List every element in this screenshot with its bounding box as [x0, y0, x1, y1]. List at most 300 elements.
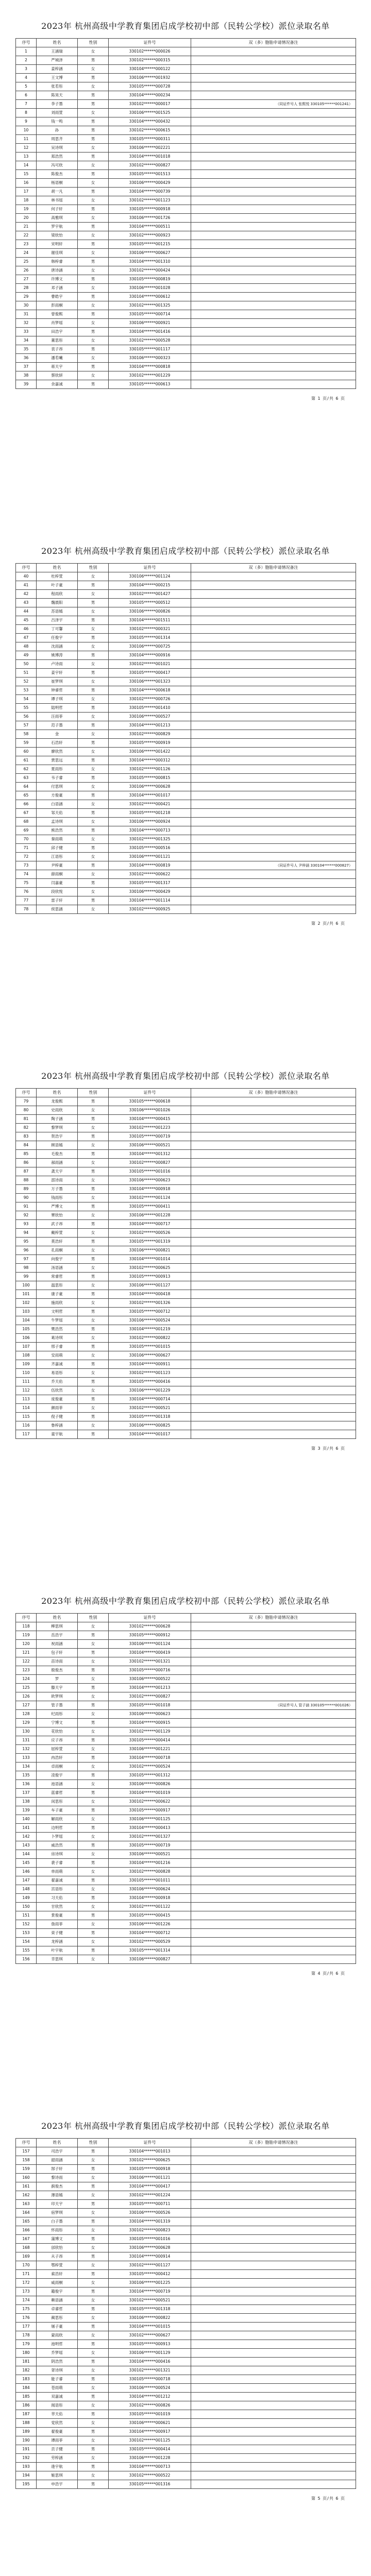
cell-seq: 74	[16, 870, 37, 879]
table-row	[16, 1386, 356, 1395]
cell-seq: 188	[16, 2419, 37, 2428]
cell-name: 余嘉诚	[37, 380, 78, 389]
cell-gender: 女	[78, 1421, 109, 1430]
cell-remark	[191, 870, 356, 879]
cell-name: 裴子睿	[37, 1859, 78, 1868]
table-row	[16, 1771, 356, 1780]
table-row	[16, 1299, 356, 1308]
cell-seq: 79	[16, 1097, 37, 1106]
cell-seq: 8	[16, 109, 37, 117]
cell-seq: 159	[16, 2165, 37, 2174]
cell-id: 330106******000624	[109, 1885, 191, 1894]
cell-gender: 男	[78, 1360, 109, 1369]
cell-seq: 92	[16, 1211, 37, 1220]
cell-id: 330104******000914	[109, 2252, 191, 2261]
cell-name: 闫嘉豪	[37, 879, 78, 888]
cell-seq: 1	[16, 47, 37, 56]
table-row	[16, 380, 356, 389]
table-row	[16, 223, 356, 231]
cell-remark	[191, 844, 356, 853]
table-row	[16, 1395, 356, 1404]
cell-remark	[191, 704, 356, 713]
cell-gender: 男	[78, 2200, 109, 2209]
cell-remark	[191, 1631, 356, 1640]
cell-remark	[191, 266, 356, 275]
cell-seq: 42	[16, 590, 37, 599]
cell-seq: 167	[16, 2235, 37, 2244]
table-row	[16, 1929, 356, 1938]
cell-name: 薄语嫣	[37, 2191, 78, 2200]
cell-id: 330106******000524	[109, 1316, 191, 1325]
cell-seq: 77	[16, 896, 37, 905]
cell-remark	[191, 2436, 356, 2445]
cell-name: 王涵瑞	[37, 47, 78, 56]
cell-gender: 女	[78, 1211, 109, 1220]
cell-remark	[191, 2366, 356, 2375]
cell-remark	[191, 2252, 356, 2261]
cell-gender: 女	[78, 1141, 109, 1150]
table-row	[16, 660, 356, 669]
table-row	[16, 1745, 356, 1754]
table-row	[16, 1150, 356, 1159]
cell-gender: 男	[78, 293, 109, 301]
table-row	[16, 1920, 356, 1929]
cell-gender: 男	[78, 1824, 109, 1833]
cell-id: 330106******000527	[109, 713, 191, 721]
table-row	[16, 1903, 356, 1911]
cell-id: 330106******001026	[109, 1106, 191, 1115]
table-row	[16, 2235, 356, 2244]
cell-id: 330106******000628	[109, 783, 191, 791]
cell-gender: 男	[78, 2428, 109, 2436]
cell-seq: 163	[16, 2200, 37, 2209]
table-row	[16, 135, 356, 144]
cell-gender: 女	[78, 1299, 109, 1308]
cell-id: 330105******001314	[109, 634, 191, 642]
table-row	[16, 1211, 356, 1220]
cell-remark	[191, 1903, 356, 1911]
cell-seq: 110	[16, 1369, 37, 1378]
cell-remark	[191, 1299, 356, 1308]
cell-name: 翟嘉诚	[37, 1876, 78, 1885]
cell-id: 330105******000719	[109, 1132, 191, 1141]
table-row	[16, 2463, 356, 2471]
cell-id: 330106******001229	[109, 1386, 191, 1395]
cell-seq: 12	[16, 144, 37, 152]
cell-seq: 168	[16, 2244, 37, 2252]
cell-name: 池语涵	[37, 1780, 78, 1789]
cell-remark: （同证件号人 尹梓涵 330104******000827）	[191, 861, 356, 870]
cell-gender: 女	[78, 2419, 109, 2428]
cell-id: 330106******001525	[109, 109, 191, 117]
table-row	[16, 2296, 356, 2305]
cell-seq: 62	[16, 765, 37, 774]
cell-gender: 女	[78, 783, 109, 791]
cell-id: 330104******000712	[109, 1929, 191, 1938]
cell-gender: 女	[78, 870, 109, 879]
cell-seq: 90	[16, 1194, 37, 1202]
cell-id: 330106******000521	[109, 1141, 191, 1150]
cell-gender: 男	[78, 1220, 109, 1229]
table-row	[16, 1736, 356, 1745]
cell-id: 330104******000713	[109, 826, 191, 835]
table-row	[16, 2147, 356, 2156]
cell-id: 330102******000925	[109, 905, 191, 914]
cell-gender: 男	[78, 756, 109, 765]
cell-id: 330105******001312	[109, 1771, 191, 1780]
cell-gender: 女	[78, 1815, 109, 1824]
cell-gender: 男	[78, 1649, 109, 1657]
cell-name: 王文博	[37, 74, 78, 82]
cell-name: 李子墨	[37, 100, 78, 109]
roster-table	[15, 563, 356, 914]
cell-remark	[191, 1771, 356, 1780]
table-row	[16, 240, 356, 249]
cell-seq: 131	[16, 1736, 37, 1745]
cell-name: 姬思琪	[37, 2471, 78, 2480]
cell-remark	[191, 2454, 356, 2463]
table-row	[16, 1343, 356, 1351]
cell-seq: 185	[16, 2393, 37, 2401]
cell-seq: 192	[16, 2454, 37, 2463]
cell-id: 330106******000921	[109, 319, 191, 328]
cell-name: 罗宇航	[37, 223, 78, 231]
cell-remark	[191, 888, 356, 896]
cell-id: 330106******001125	[109, 1815, 191, 1824]
cell-name: 康子豪	[37, 1290, 78, 1299]
cell-gender: 男	[78, 91, 109, 100]
cell-name: 吴诗琪	[37, 144, 78, 152]
cell-name: 钱雨彤	[37, 1194, 78, 1202]
cell-name: 冯可欣	[37, 161, 78, 170]
cell-name: 胥诗琪	[37, 2366, 78, 2375]
table-row	[16, 2270, 356, 2279]
cell-seq: 189	[16, 2428, 37, 2436]
cell-seq: 16	[16, 179, 37, 188]
cell-remark	[191, 2147, 356, 2156]
table-row	[16, 1806, 356, 1815]
cell-name: 钱一鸣	[37, 117, 78, 126]
cell-id: 330104******000418	[109, 1290, 191, 1299]
table-row	[16, 1325, 356, 1334]
roster-table	[15, 38, 356, 389]
table-row	[16, 669, 356, 677]
cell-seq: 104	[16, 1316, 37, 1325]
table-row	[16, 634, 356, 642]
cell-remark	[191, 1762, 356, 1771]
cell-seq: 57	[16, 721, 37, 730]
cell-remark	[191, 74, 356, 82]
header-name: 姓名	[37, 1614, 78, 1622]
cell-gender: 女	[78, 1640, 109, 1649]
cell-gender: 女	[78, 1885, 109, 1894]
cell-gender: 女	[78, 2436, 109, 2445]
cell-id: 330102******001427	[109, 590, 191, 599]
cell-seq: 143	[16, 1841, 37, 1850]
table-row	[16, 1124, 356, 1132]
header-id: 证件号	[109, 1614, 191, 1622]
cell-gender: 女	[78, 1780, 109, 1789]
cell-seq: 125	[16, 1684, 37, 1692]
table-row	[16, 774, 356, 783]
cell-remark	[191, 669, 356, 677]
cell-remark	[191, 1124, 356, 1132]
table-row	[16, 1351, 356, 1360]
cell-name: 黎梦琪	[37, 1124, 78, 1132]
cell-id: 330106******001127	[109, 1281, 191, 1290]
table-row	[16, 861, 356, 870]
cell-seq: 10	[16, 126, 37, 135]
cell-gender: 女	[78, 1622, 109, 1631]
cell-remark	[191, 1824, 356, 1833]
cell-name: 金	[37, 730, 78, 739]
cell-gender: 男	[78, 1771, 109, 1780]
table-row	[16, 2349, 356, 2358]
cell-name: 习天佑	[37, 1894, 78, 1903]
cell-id: 330104******001013	[109, 2147, 191, 2156]
table-row	[16, 616, 356, 625]
cell-gender: 女	[78, 765, 109, 774]
table-row	[16, 730, 356, 739]
cell-remark	[191, 1246, 356, 1255]
cell-name: 宋明轩	[37, 240, 78, 249]
cell-seq: 128	[16, 1710, 37, 1719]
cell-gender: 女	[78, 1229, 109, 1238]
table-row	[16, 625, 356, 634]
cell-name: 陈俊杰	[37, 170, 78, 179]
cell-seq: 48	[16, 642, 37, 651]
header-gender: 性别	[78, 39, 109, 47]
cell-id: 330104******000739	[109, 188, 191, 196]
table-row	[16, 363, 356, 371]
cell-name: 叶宇航	[37, 1946, 78, 1955]
cell-id: 330102******000923	[109, 231, 191, 240]
cell-gender: 女	[78, 47, 109, 56]
cell-name: 邢子睿	[37, 1343, 78, 1351]
cell-name: 谢佳琪	[37, 249, 78, 258]
cell-seq: 99	[16, 1273, 37, 1281]
header-gender: 性别	[78, 564, 109, 572]
cell-remark	[191, 1386, 356, 1395]
cell-gender: 男	[78, 1132, 109, 1141]
cell-name: 汪雨菲	[37, 713, 78, 721]
cell-gender: 女	[78, 2454, 109, 2463]
table-row	[16, 1097, 356, 1106]
cell-gender: 女	[78, 1675, 109, 1684]
cell-seq: 135	[16, 1771, 37, 1780]
cell-seq: 121	[16, 1649, 37, 1657]
cell-id: 330102******001126	[109, 765, 191, 774]
header-name: 姓名	[37, 1089, 78, 1097]
cell-remark	[191, 826, 356, 835]
table-row	[16, 581, 356, 590]
page-title: 2023年 杭州高级中学教育集团启成学校初中部（民转公学校）派位录取名单	[41, 2121, 330, 2131]
table-row	[16, 721, 356, 730]
cell-remark: （同证件号人 管子涵 330105******001026）	[191, 1701, 356, 1710]
cell-remark	[191, 1351, 356, 1360]
cell-seq: 137	[16, 1789, 37, 1798]
cell-seq: 154	[16, 1938, 37, 1946]
table-row	[16, 2401, 356, 2410]
cell-seq: 64	[16, 783, 37, 791]
cell-id: 330105******001410	[109, 704, 191, 713]
cell-name: 谭子琪	[37, 695, 78, 704]
cell-remark	[191, 293, 356, 301]
cell-name: 蔡欣妍	[37, 371, 78, 380]
table-row	[16, 1334, 356, 1343]
cell-name: 郑浩然	[37, 152, 78, 161]
table-row	[16, 310, 356, 319]
cell-gender: 女	[78, 319, 109, 328]
cell-name: 石浩轩	[37, 739, 78, 748]
cell-remark	[191, 2480, 356, 2489]
cell-gender: 男	[78, 2235, 109, 2244]
cell-name: 林书瑶	[37, 196, 78, 205]
cell-gender: 男	[78, 1185, 109, 1194]
cell-name: 翟俊豪	[37, 2428, 78, 2436]
table-row	[16, 2191, 356, 2200]
cell-remark	[191, 275, 356, 284]
table-row	[16, 152, 356, 161]
cell-gender: 女	[78, 695, 109, 704]
cell-seq: 11	[16, 135, 37, 144]
table-row	[16, 371, 356, 380]
cell-id: 330105******001015	[109, 1343, 191, 1351]
cell-name: 童宇航	[37, 1430, 78, 1439]
cell-gender: 女	[78, 231, 109, 240]
cell-remark	[191, 756, 356, 765]
cell-remark	[191, 625, 356, 634]
header-gender: 性别	[78, 2139, 109, 2147]
cell-seq: 127	[16, 1701, 37, 1710]
cell-remark	[191, 2358, 356, 2366]
cell-id: 330102******000528	[109, 336, 191, 345]
cell-remark	[191, 1833, 356, 1841]
cell-name: 鄂梓萱	[37, 2261, 78, 2270]
cell-id: 330104******000612	[109, 293, 191, 301]
cell-seq: 134	[16, 1762, 37, 1771]
cell-name: 周思齐	[37, 135, 78, 144]
cell-remark	[191, 2279, 356, 2287]
table-row	[16, 739, 356, 748]
cell-name: 花欣怡	[37, 1727, 78, 1736]
cell-id: 330104******000718	[109, 1754, 191, 1762]
cell-seq: 118	[16, 1622, 37, 1631]
cell-seq: 186	[16, 2401, 37, 2410]
cell-gender: 女	[78, 284, 109, 293]
cell-name: 咸雨桐	[37, 2279, 78, 2287]
cell-remark	[191, 1754, 356, 1762]
table-row	[16, 1115, 356, 1124]
table-header-row	[16, 1614, 356, 1622]
cell-gender: 女	[78, 1903, 109, 1911]
cell-remark	[191, 1202, 356, 1211]
cell-id: 330104******000234	[109, 91, 191, 100]
cell-gender: 女	[78, 1159, 109, 1167]
table-row	[16, 2331, 356, 2340]
cell-remark	[191, 818, 356, 826]
cell-seq: 71	[16, 844, 37, 853]
cell-remark	[191, 1876, 356, 1885]
header-remark: 双（多）胞胎申请情况备注	[191, 564, 356, 572]
cell-gender: 男	[78, 188, 109, 196]
cell-id: 330102******000828	[109, 1868, 191, 1876]
cell-gender: 男	[78, 844, 109, 853]
cell-remark	[191, 2323, 356, 2331]
cell-seq: 36	[16, 354, 37, 363]
header-name: 姓名	[37, 39, 78, 47]
cell-remark	[191, 748, 356, 756]
cell-id: 330102******001224	[109, 2191, 191, 2200]
cell-id: 330106******000526	[109, 2209, 191, 2217]
table-row	[16, 1789, 356, 1798]
cell-gender: 女	[78, 1246, 109, 1255]
cell-seq: 115	[16, 1413, 37, 1421]
cell-seq: 29	[16, 293, 37, 301]
cell-remark	[191, 695, 356, 704]
cell-seq: 68	[16, 818, 37, 826]
table-row	[16, 1132, 356, 1141]
cell-name: 龙梓涵	[37, 1938, 78, 1946]
cell-id: 330104******001018	[109, 152, 191, 161]
cell-seq: 65	[16, 791, 37, 800]
table-row	[16, 1220, 356, 1229]
cell-name: 张若彤	[37, 82, 78, 91]
header-remark: 双（多）胞胎申请情况备注	[191, 2139, 356, 2147]
cell-gender: 男	[78, 135, 109, 144]
cell-remark	[191, 1229, 356, 1238]
cell-name: 严城泽	[37, 56, 78, 65]
cell-seq: 178	[16, 2331, 37, 2340]
cell-id: 330106******000524	[109, 2384, 191, 2393]
cell-remark	[191, 607, 356, 616]
cell-seq: 93	[16, 1220, 37, 1229]
cell-name: 庞俊豪	[37, 1395, 78, 1404]
cell-gender: 男	[78, 1929, 109, 1938]
cell-id: 330102******000615	[109, 126, 191, 135]
cell-seq: 31	[16, 310, 37, 319]
cell-remark	[191, 2410, 356, 2419]
cell-remark	[191, 739, 356, 748]
cell-seq: 176	[16, 2314, 37, 2323]
cell-seq: 126	[16, 1692, 37, 1701]
cell-name: 劳梓涵	[37, 2454, 78, 2463]
cell-name: 陈昊天	[37, 91, 78, 100]
cell-seq: 13	[16, 152, 37, 161]
table-row	[16, 144, 356, 152]
header-gender: 性别	[78, 1614, 109, 1622]
cell-gender: 男	[78, 634, 109, 642]
cell-gender: 男	[78, 1238, 109, 1246]
cell-remark	[191, 1727, 356, 1736]
table-row	[16, 345, 356, 354]
cell-id: 330102******001229	[109, 371, 191, 380]
cell-id: 330104******000511	[109, 223, 191, 231]
table-row	[16, 2419, 356, 2428]
cell-id: 330104******001014	[109, 1255, 191, 1264]
table-row	[16, 572, 356, 581]
cell-seq: 181	[16, 2358, 37, 2366]
cell-remark	[191, 1850, 356, 1859]
cell-gender: 女	[78, 1281, 109, 1290]
cell-id: 330102******000521	[109, 2296, 191, 2305]
cell-remark	[191, 1185, 356, 1194]
cell-seq: 9	[16, 117, 37, 126]
cell-remark	[191, 1360, 356, 1369]
cell-gender: 女	[78, 1938, 109, 1946]
cell-name: 蒲博文	[37, 2235, 78, 2244]
cell-id: 330105******000714	[109, 310, 191, 319]
